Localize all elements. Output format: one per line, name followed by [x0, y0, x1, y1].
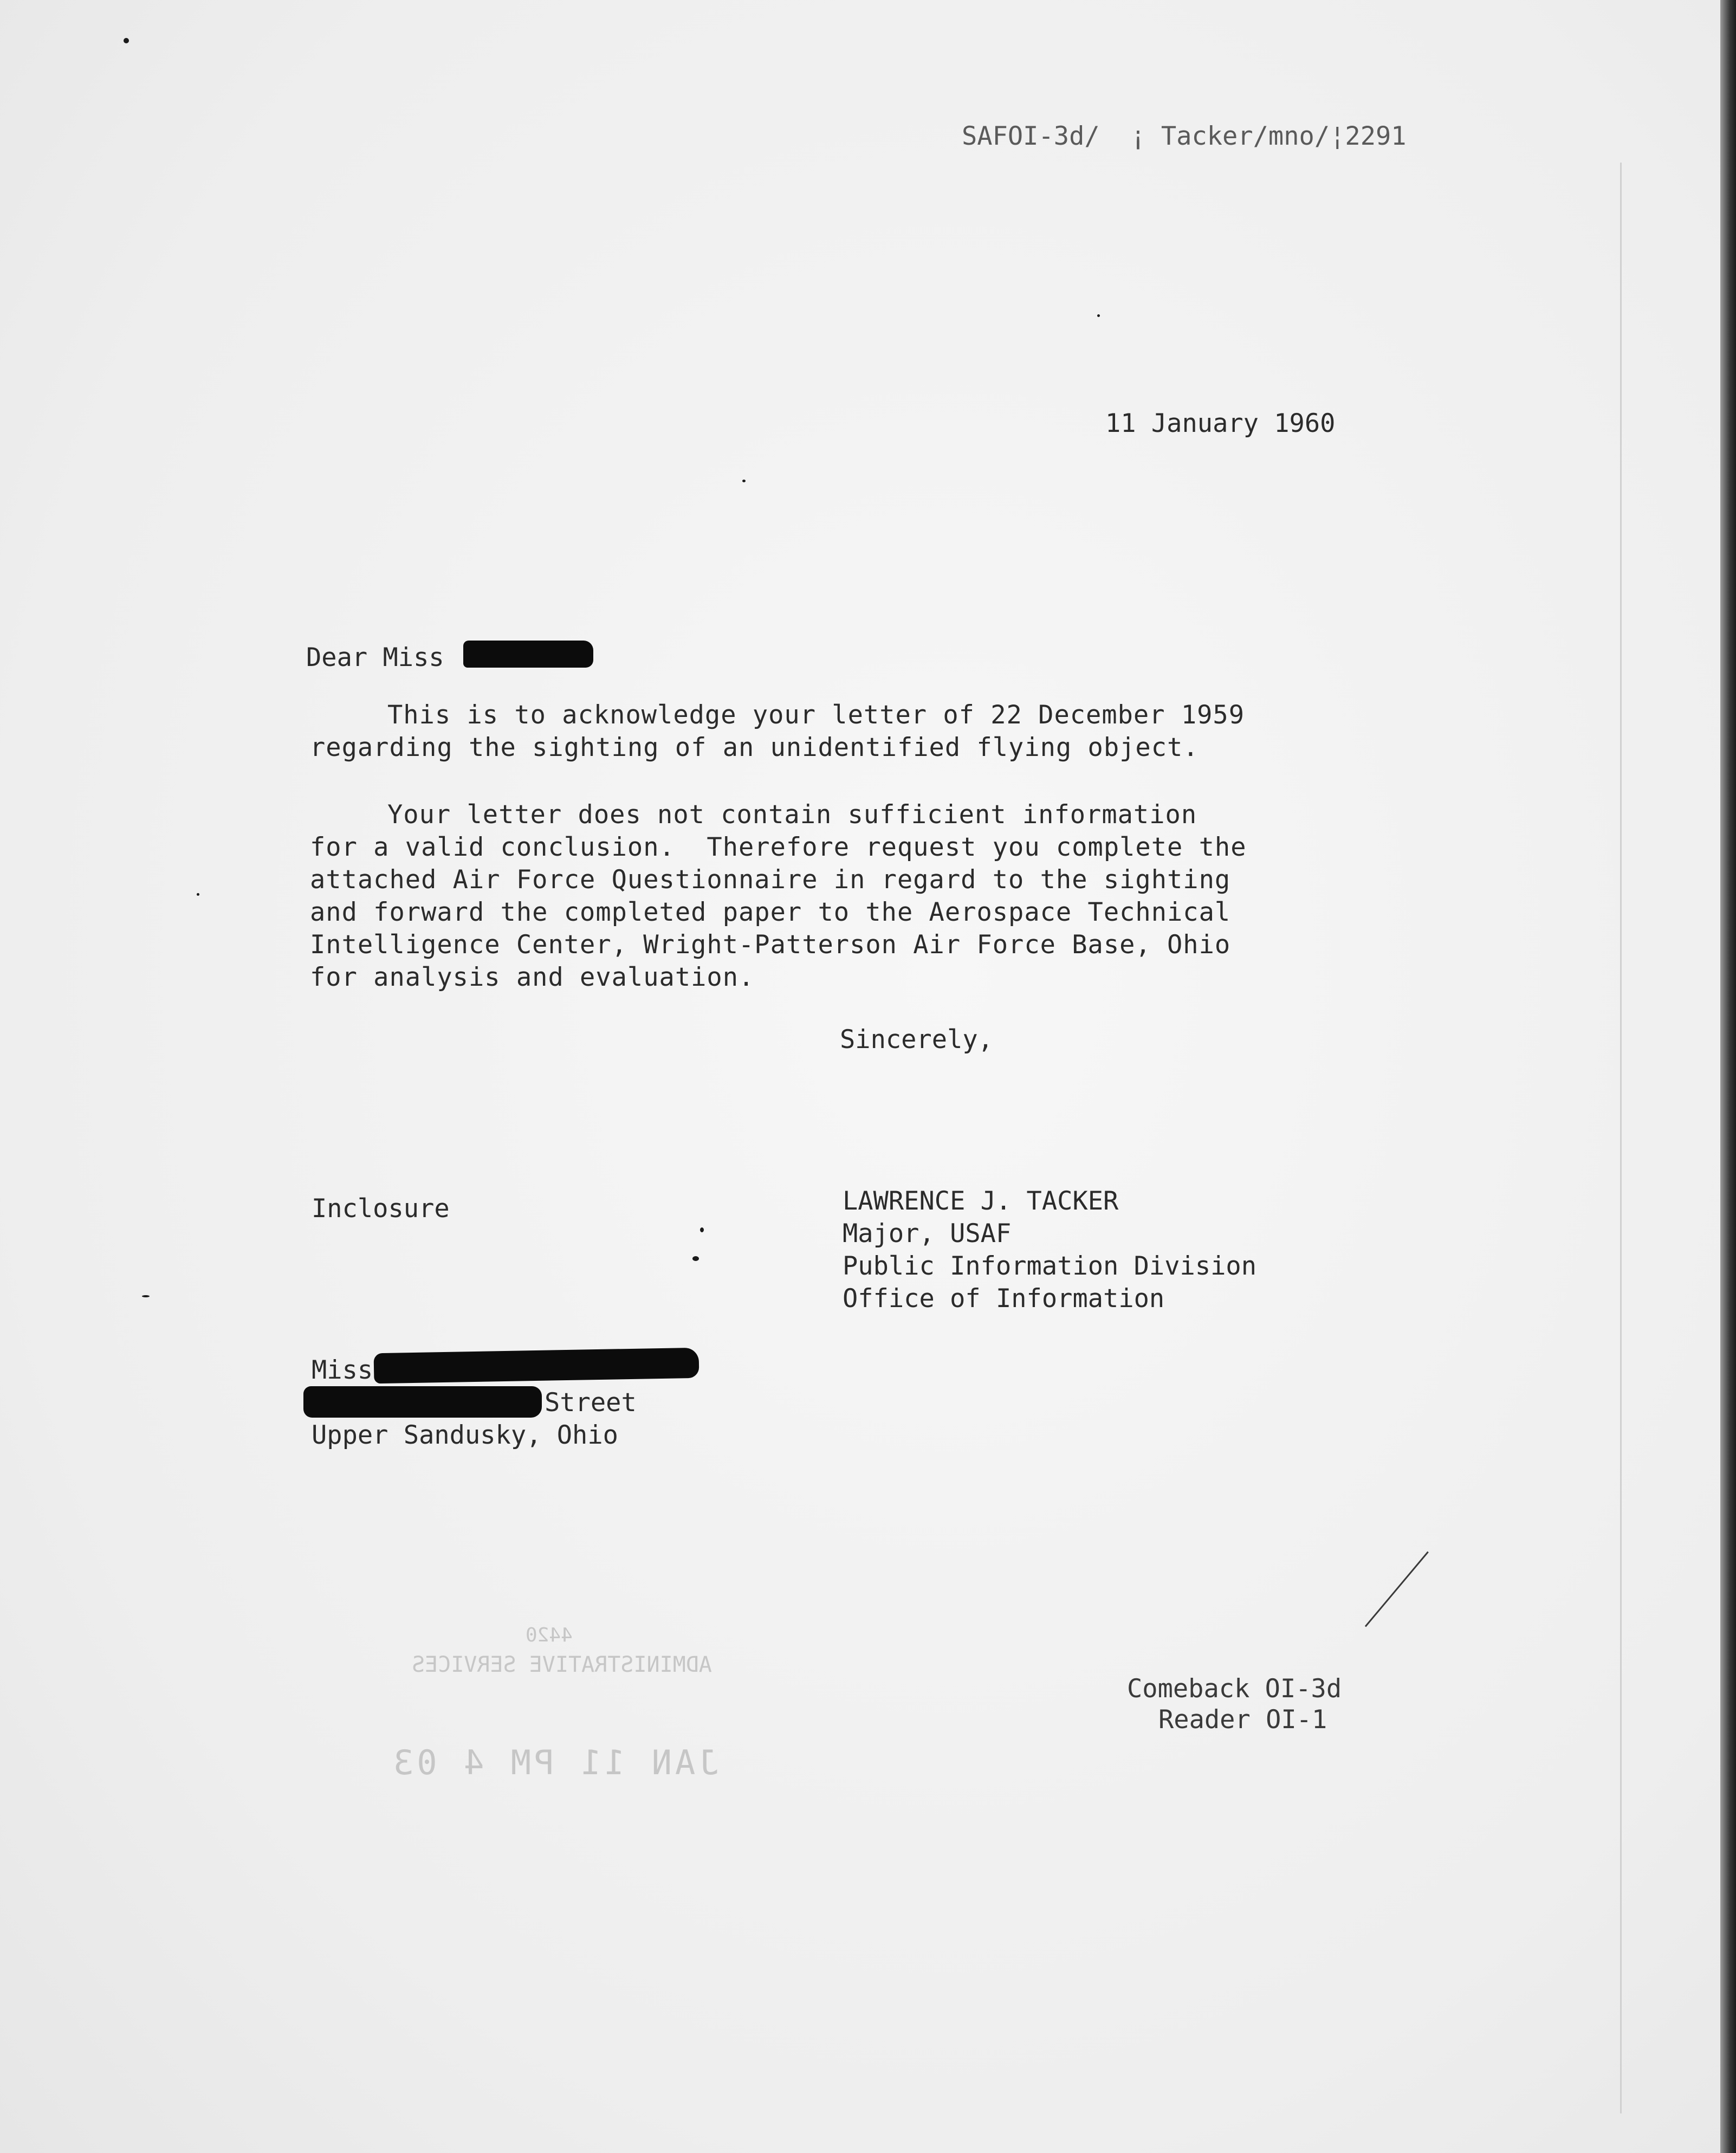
specks — [197, 893, 199, 896]
enclosure-note: Inclosure — [312, 1194, 450, 1224]
specks — [742, 480, 746, 482]
redaction-salutation-name — [463, 641, 593, 668]
signature-office: Office of Information — [843, 1284, 1165, 1314]
paragraph2-line: for a valid conclusion. Therefore request you complete the — [310, 832, 1247, 862]
paragraph1-line: regarding the sighting of an unidentified flying object. — [310, 733, 1199, 762]
paragraph2-line: attached Air Force Questionnaire in regard to the sighting — [310, 865, 1231, 895]
file-reference: SAFOI-3d/ ¡ Tacker/mno/¦2291 — [962, 121, 1407, 151]
closing: Sincerely, — [840, 1025, 993, 1055]
specks — [700, 1227, 704, 1232]
salutation-text: Dear Miss — [306, 643, 444, 673]
redaction-address-street — [303, 1386, 542, 1418]
address-line-1: Miss — [312, 1355, 373, 1385]
specks — [692, 1256, 699, 1261]
paragraph2-line: Your letter does not contain sufficient information — [387, 800, 1197, 830]
specks — [124, 38, 129, 43]
bleed-through-stamp: ADMINISTRATIVE SERVICES — [412, 1652, 712, 1677]
page-crease — [1620, 163, 1622, 2113]
signature-name: LAWRENCE J. TACKER — [843, 1186, 1119, 1216]
bleed-through-stamp: JAN 11 PM 4 03 — [390, 1743, 719, 1782]
letter-date: 11 January 1960 — [1105, 409, 1336, 438]
signature-division: Public Information Division — [843, 1251, 1257, 1281]
address-line-2: Street — [545, 1388, 637, 1418]
paragraph2-line: and forward the completed paper to the Aerospace Technical — [310, 897, 1231, 927]
paragraph2-line: for analysis and evaluation. — [310, 962, 755, 992]
paragraph2-line: Intelligence Center, Wright-Patterson Air Force Base, Ohio — [310, 930, 1231, 960]
signature-rank: Major, USAF — [843, 1219, 1012, 1249]
coordination-reader: Reader OI-1 — [1158, 1705, 1327, 1735]
specks — [1097, 314, 1100, 317]
address-line-3: Upper Sandusky, Ohio — [312, 1420, 618, 1450]
scan-edge — [1720, 0, 1736, 2153]
redaction-address-name — [374, 1348, 699, 1383]
coordination-comeback: Comeback OI-3d — [1127, 1674, 1342, 1704]
specks — [142, 1295, 150, 1297]
bleed-through-stamp: 4420 — [526, 1624, 573, 1646]
paragraph1-line: This is to acknowledge your letter of 22 December 1959 — [387, 700, 1245, 730]
check-mark — [1365, 1551, 1429, 1627]
